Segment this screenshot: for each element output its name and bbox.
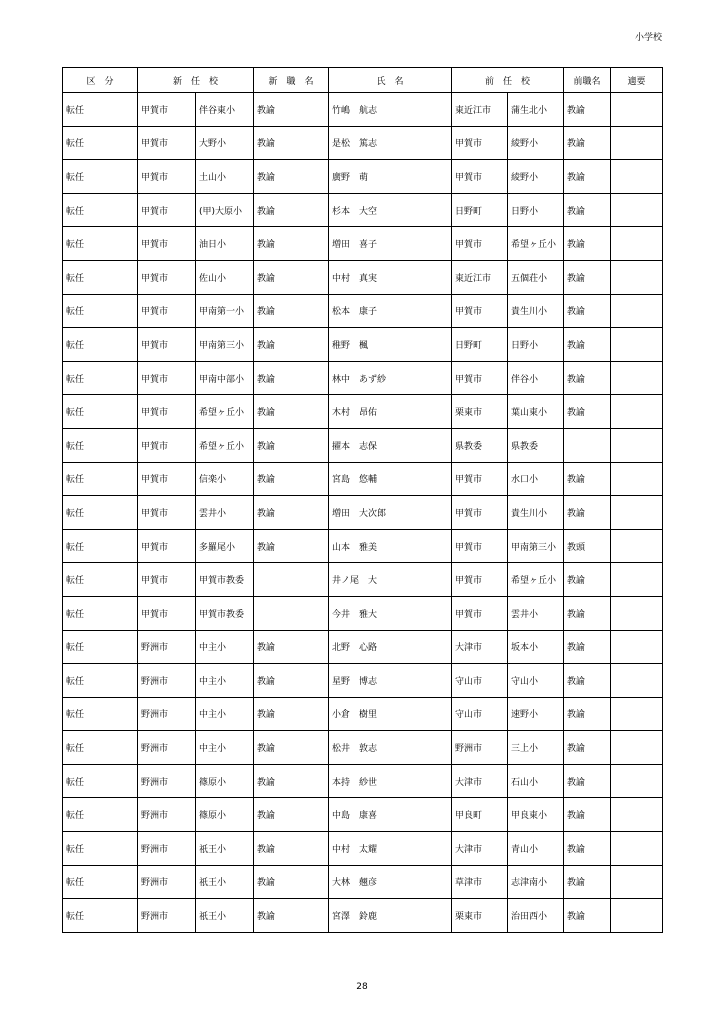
table-row — [63, 697, 663, 731]
cell-prev-school: 甲南第三小 — [508, 529, 564, 563]
cell-new-school: 中主小 — [196, 664, 254, 698]
cell-prev-title: 教諭 — [564, 664, 611, 698]
cell-prev-city: 野洲市 — [452, 731, 508, 765]
cell-new-school: 雲井小 — [196, 496, 254, 530]
cell-kubun: 転任 — [63, 193, 138, 227]
cell-name: 竹嶋 航志 — [329, 93, 452, 127]
cell-prev-city: 大津市 — [452, 764, 508, 798]
cell-new-city: 野洲市 — [138, 764, 196, 798]
cell-note — [611, 563, 663, 597]
cell-new-city: 野洲市 — [138, 664, 196, 698]
cell-prev-title: 教諭 — [564, 798, 611, 832]
cell-new-school: 祇王小 — [196, 899, 254, 933]
cell-prev-title: 教諭 — [564, 563, 611, 597]
cell-prev-city: 甲賀市 — [452, 361, 508, 395]
cell-note — [611, 529, 663, 563]
cell-note — [611, 630, 663, 664]
cell-new-school: 中主小 — [196, 697, 254, 731]
table-row — [63, 395, 663, 429]
table-row — [63, 529, 663, 563]
cell-prev-title: 教諭 — [564, 596, 611, 630]
cell-prev-title: 教諭 — [564, 630, 611, 664]
cell-note — [611, 126, 663, 160]
cell-new-city: 甲賀市 — [138, 193, 196, 227]
cell-kubun: 転任 — [63, 395, 138, 429]
cell-name: 星野 博志 — [329, 664, 452, 698]
cell-new-school: 多羅尾小 — [196, 529, 254, 563]
cell-new-school: 希望ヶ丘小 — [196, 428, 254, 462]
cell-prev-school: 伴谷小 — [508, 361, 564, 395]
cell-note — [611, 294, 663, 328]
cell-kubun: 転任 — [63, 160, 138, 194]
cell-prev-title: 教諭 — [564, 865, 611, 899]
cell-prev-title: 教諭 — [564, 899, 611, 933]
cell-note — [611, 697, 663, 731]
cell-new-city: 野洲市 — [138, 731, 196, 765]
cell-new-school: 甲南第三小 — [196, 328, 254, 362]
cell-prev-city: 日野町 — [452, 193, 508, 227]
cell-name: 擢本 志保 — [329, 428, 452, 462]
cell-prev-title: 教諭 — [564, 395, 611, 429]
cell-kubun: 転任 — [63, 798, 138, 832]
cell-name: 井ノ尾 大 — [329, 563, 452, 597]
cell-note — [611, 160, 663, 194]
cell-new-title: 教諭 — [254, 328, 329, 362]
cell-new-school: 伴谷東小 — [196, 93, 254, 127]
cell-prev-city: 県教委 — [452, 428, 508, 462]
cell-name: 松井 敦志 — [329, 731, 452, 765]
cell-name: 本持 紗世 — [329, 764, 452, 798]
table-header-row — [63, 68, 663, 93]
cell-kubun: 転任 — [63, 697, 138, 731]
cell-prev-school: 青山小 — [508, 832, 564, 866]
cell-prev-title: 教諭 — [564, 832, 611, 866]
cell-note — [611, 832, 663, 866]
cell-note — [611, 899, 663, 933]
cell-new-city: 野洲市 — [138, 630, 196, 664]
section-label: 小学校 — [634, 33, 662, 43]
cell-kubun: 転任 — [63, 462, 138, 496]
table-row — [63, 563, 663, 597]
cell-name: 松本 康子 — [329, 294, 452, 328]
cell-new-city: 甲賀市 — [138, 260, 196, 294]
table-row — [63, 664, 663, 698]
cell-new-title: 教諭 — [254, 798, 329, 832]
cell-prev-school: 甲良東小 — [508, 798, 564, 832]
cell-prev-school: 日野小 — [508, 193, 564, 227]
cell-new-school: 祇王小 — [196, 865, 254, 899]
cell-kubun: 転任 — [63, 764, 138, 798]
cell-new-city: 甲賀市 — [138, 361, 196, 395]
cell-note — [611, 865, 663, 899]
cell-kubun: 転任 — [63, 328, 138, 362]
cell-prev-city: 守山市 — [452, 697, 508, 731]
cell-name: 大林 翹彦 — [329, 865, 452, 899]
cell-prev-city: 甲賀市 — [452, 126, 508, 160]
cell-new-title: 教諭 — [254, 395, 329, 429]
cell-prev-city: 甲賀市 — [452, 160, 508, 194]
cell-kubun: 転任 — [63, 731, 138, 765]
cell-name: 増田 喜子 — [329, 227, 452, 261]
cell-name: 是松 篤志 — [329, 126, 452, 160]
cell-kubun: 転任 — [63, 93, 138, 127]
cell-kubun: 転任 — [63, 899, 138, 933]
cell-note — [611, 798, 663, 832]
cell-prev-city: 東近江市 — [452, 93, 508, 127]
header-kubun: 区 分 — [63, 68, 138, 93]
cell-new-title: 教諭 — [254, 260, 329, 294]
cell-name: 今井 雅大 — [329, 596, 452, 630]
cell-note — [611, 462, 663, 496]
table-row — [63, 496, 663, 530]
cell-prev-title: 教頭 — [564, 529, 611, 563]
cell-prev-title: 教諭 — [564, 227, 611, 261]
cell-new-title: 教諭 — [254, 496, 329, 530]
header-prev-school: 前 任 校 — [452, 68, 564, 93]
cell-name: 林中 あず紗 — [329, 361, 452, 395]
cell-prev-title: 教諭 — [564, 193, 611, 227]
cell-prev-city: 甲賀市 — [452, 529, 508, 563]
cell-new-title: 教諭 — [254, 193, 329, 227]
cell-name: 北野 心路 — [329, 630, 452, 664]
cell-kubun: 転任 — [63, 832, 138, 866]
cell-prev-city: 甲良町 — [452, 798, 508, 832]
cell-prev-title: 教諭 — [564, 294, 611, 328]
cell-prev-school: 日野小 — [508, 328, 564, 362]
cell-prev-title: 教諭 — [564, 260, 611, 294]
cell-prev-city: 甲賀市 — [452, 227, 508, 261]
cell-note — [611, 664, 663, 698]
cell-new-city: 甲賀市 — [138, 395, 196, 429]
personnel-table — [62, 67, 663, 933]
cell-new-title: 教諭 — [254, 630, 329, 664]
cell-prev-title: 教諭 — [564, 361, 611, 395]
cell-new-school: 中主小 — [196, 630, 254, 664]
cell-kubun: 転任 — [63, 496, 138, 530]
cell-kubun: 転任 — [63, 260, 138, 294]
table-row — [63, 764, 663, 798]
cell-new-city: 甲賀市 — [138, 462, 196, 496]
cell-kubun: 転任 — [63, 664, 138, 698]
cell-prev-city: 日野町 — [452, 328, 508, 362]
cell-prev-school: 希望ヶ丘小 — [508, 563, 564, 597]
page-number: 28 — [356, 982, 368, 992]
cell-new-title: 教諭 — [254, 227, 329, 261]
cell-new-school: 篠原小 — [196, 798, 254, 832]
cell-new-title: 教諭 — [254, 865, 329, 899]
cell-prev-school: 志津南小 — [508, 865, 564, 899]
cell-kubun: 転任 — [63, 630, 138, 664]
cell-kubun: 転任 — [63, 361, 138, 395]
cell-prev-city: 甲賀市 — [452, 462, 508, 496]
cell-new-city: 甲賀市 — [138, 160, 196, 194]
cell-new-school: 甲南第一小 — [196, 294, 254, 328]
cell-prev-title: 教諭 — [564, 328, 611, 362]
table-row — [63, 832, 663, 866]
cell-new-title: 教諭 — [254, 428, 329, 462]
cell-prev-school: 雲井小 — [508, 596, 564, 630]
cell-name: 木村 昂佑 — [329, 395, 452, 429]
cell-prev-title — [564, 428, 611, 462]
header-new-title: 新 職 名 — [254, 68, 329, 93]
cell-new-title: 教諭 — [254, 361, 329, 395]
cell-prev-school: 県教委 — [508, 428, 564, 462]
cell-prev-school: 貴生川小 — [508, 294, 564, 328]
cell-new-school: 甲賀市教委 — [196, 596, 254, 630]
cell-kubun: 転任 — [63, 596, 138, 630]
cell-name: 稚野 楓 — [329, 328, 452, 362]
cell-new-title: 教諭 — [254, 294, 329, 328]
cell-new-city: 甲賀市 — [138, 294, 196, 328]
cell-new-title: 教諭 — [254, 832, 329, 866]
cell-prev-title: 教諭 — [564, 93, 611, 127]
cell-new-title: 教諭 — [254, 462, 329, 496]
table-row — [63, 126, 663, 160]
cell-new-school: 中主小 — [196, 731, 254, 765]
cell-prev-title: 教諭 — [564, 764, 611, 798]
cell-name: 中村 太耀 — [329, 832, 452, 866]
header-prev-title: 前職名 — [564, 68, 611, 93]
cell-prev-school: 葉山東小 — [508, 395, 564, 429]
cell-new-school: 希望ヶ丘小 — [196, 395, 254, 429]
table-row — [63, 630, 663, 664]
cell-prev-city: 大津市 — [452, 832, 508, 866]
cell-new-city: 野洲市 — [138, 697, 196, 731]
cell-prev-title: 教諭 — [564, 126, 611, 160]
cell-new-school: 信楽小 — [196, 462, 254, 496]
cell-name: 廣野 萌 — [329, 160, 452, 194]
cell-prev-school: 石山小 — [508, 764, 564, 798]
table-row — [63, 160, 663, 194]
cell-new-title: 教諭 — [254, 529, 329, 563]
cell-note — [611, 361, 663, 395]
cell-note — [611, 428, 663, 462]
cell-new-city: 甲賀市 — [138, 563, 196, 597]
cell-kubun: 転任 — [63, 294, 138, 328]
table-row — [63, 193, 663, 227]
cell-new-school: 油日小 — [196, 227, 254, 261]
cell-kubun: 転任 — [63, 865, 138, 899]
cell-new-city: 甲賀市 — [138, 428, 196, 462]
cell-new-city: 野洲市 — [138, 832, 196, 866]
cell-name: 山本 雅美 — [329, 529, 452, 563]
cell-note — [611, 328, 663, 362]
cell-new-city: 甲賀市 — [138, 126, 196, 160]
cell-prev-school: 貴生川小 — [508, 496, 564, 530]
table-row — [63, 294, 663, 328]
cell-note — [611, 227, 663, 261]
cell-new-school: 土山小 — [196, 160, 254, 194]
cell-new-title: 教諭 — [254, 731, 329, 765]
header-note: 適要 — [611, 68, 663, 93]
cell-new-title: 教諭 — [254, 126, 329, 160]
cell-new-title: 教諭 — [254, 93, 329, 127]
table-row — [63, 361, 663, 395]
cell-new-school: 甲南中部小 — [196, 361, 254, 395]
cell-note — [611, 596, 663, 630]
cell-new-title: 教諭 — [254, 764, 329, 798]
cell-new-title: 教諭 — [254, 697, 329, 731]
cell-prev-school: 五個荘小 — [508, 260, 564, 294]
cell-name: 小倉 樹里 — [329, 697, 452, 731]
cell-prev-title: 教諭 — [564, 731, 611, 765]
cell-prev-title: 教諭 — [564, 697, 611, 731]
cell-name: 増田 大次郎 — [329, 496, 452, 530]
table-row — [63, 798, 663, 832]
cell-prev-city: 守山市 — [452, 664, 508, 698]
cell-prev-city: 大津市 — [452, 630, 508, 664]
cell-new-title: 教諭 — [254, 664, 329, 698]
cell-kubun: 転任 — [63, 529, 138, 563]
cell-new-city: 野洲市 — [138, 798, 196, 832]
cell-prev-school: 三上小 — [508, 731, 564, 765]
cell-new-city: 甲賀市 — [138, 227, 196, 261]
cell-new-title — [254, 596, 329, 630]
table-row — [63, 260, 663, 294]
cell-new-school: 佐山小 — [196, 260, 254, 294]
cell-note — [611, 260, 663, 294]
cell-prev-school: 蒲生北小 — [508, 93, 564, 127]
cell-prev-school: 希望ヶ丘小 — [508, 227, 564, 261]
table-row — [63, 596, 663, 630]
cell-name: 宮島 悠輔 — [329, 462, 452, 496]
cell-new-city: 野洲市 — [138, 865, 196, 899]
cell-note — [611, 764, 663, 798]
cell-note — [611, 93, 663, 127]
cell-new-city: 野洲市 — [138, 899, 196, 933]
cell-prev-school: 綾野小 — [508, 160, 564, 194]
cell-name: 宮澤 鈴鹿 — [329, 899, 452, 933]
header-name: 氏 名 — [329, 68, 452, 93]
cell-prev-city: 栗東市 — [452, 395, 508, 429]
cell-note — [611, 731, 663, 765]
cell-note — [611, 496, 663, 530]
cell-prev-city: 草津市 — [452, 865, 508, 899]
cell-prev-city: 甲賀市 — [452, 563, 508, 597]
cell-prev-title: 教諭 — [564, 496, 611, 530]
table-row — [63, 865, 663, 899]
cell-prev-title: 教諭 — [564, 160, 611, 194]
cell-new-school: (甲)大原小 — [196, 193, 254, 227]
cell-kubun: 転任 — [63, 227, 138, 261]
table-row — [63, 93, 663, 127]
cell-new-city: 甲賀市 — [138, 93, 196, 127]
cell-new-title: 教諭 — [254, 160, 329, 194]
cell-prev-school: 綾野小 — [508, 126, 564, 160]
cell-name: 中村 真実 — [329, 260, 452, 294]
cell-name: 杉本 大空 — [329, 193, 452, 227]
cell-prev-school: 速野小 — [508, 697, 564, 731]
cell-note — [611, 395, 663, 429]
cell-new-title — [254, 563, 329, 597]
cell-prev-school: 守山小 — [508, 664, 564, 698]
cell-new-school: 篠原小 — [196, 764, 254, 798]
cell-new-city: 甲賀市 — [138, 529, 196, 563]
cell-new-city: 甲賀市 — [138, 596, 196, 630]
cell-name: 中島 康喜 — [329, 798, 452, 832]
table-row — [63, 227, 663, 261]
table-row — [63, 731, 663, 765]
cell-prev-school: 治田西小 — [508, 899, 564, 933]
cell-kubun: 転任 — [63, 428, 138, 462]
table-row — [63, 428, 663, 462]
cell-new-school: 甲賀市教委 — [196, 563, 254, 597]
cell-prev-city: 甲賀市 — [452, 596, 508, 630]
cell-new-title: 教諭 — [254, 899, 329, 933]
header-new-school: 新 任 校 — [138, 68, 254, 93]
cell-new-school: 大野小 — [196, 126, 254, 160]
cell-prev-city: 東近江市 — [452, 260, 508, 294]
cell-prev-city: 甲賀市 — [452, 294, 508, 328]
cell-kubun: 転任 — [63, 126, 138, 160]
table-row — [63, 328, 663, 362]
table-row — [63, 462, 663, 496]
cell-new-city: 甲賀市 — [138, 496, 196, 530]
cell-new-school: 祇王小 — [196, 832, 254, 866]
cell-prev-school: 坂本小 — [508, 630, 564, 664]
cell-prev-school: 水口小 — [508, 462, 564, 496]
cell-note — [611, 193, 663, 227]
cell-prev-city: 甲賀市 — [452, 496, 508, 530]
table-row — [63, 899, 663, 933]
cell-kubun: 転任 — [63, 563, 138, 597]
cell-prev-title: 教諭 — [564, 462, 611, 496]
cell-prev-city: 栗東市 — [452, 899, 508, 933]
cell-new-city: 甲賀市 — [138, 328, 196, 362]
